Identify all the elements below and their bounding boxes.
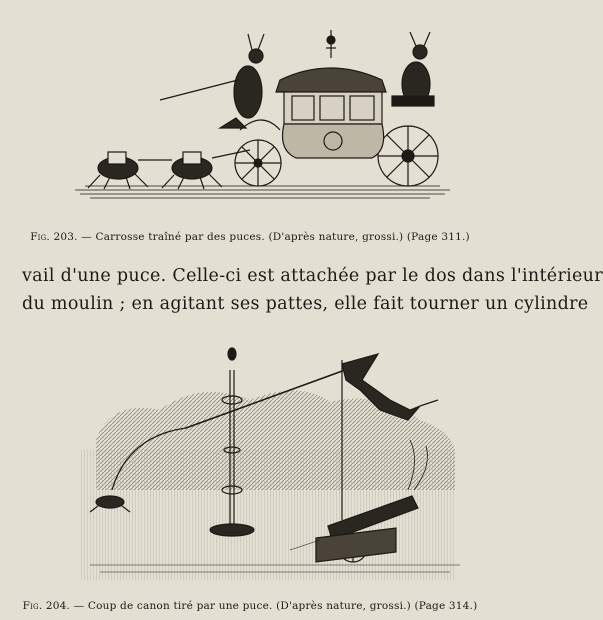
cannon-engraving: [0, 340, 500, 602]
figure-203-label: Fig. 203.: [30, 231, 78, 243]
figure-204-label: Fig. 204.: [22, 600, 71, 612]
body-text-line-1: vail d'une puce. Celle-ci est attachée par le dos dans l'intérieur: [22, 266, 603, 286]
rear-wheel: [378, 126, 438, 186]
figure-cannon-illustration: [0, 340, 500, 602]
figure-203-caption: [0, 231, 500, 243]
ground-hatching: [75, 186, 450, 198]
figure-203-caption-text: — Carrosse traîné par des puces. (D'après nature, grossi.) (Page 311.): [81, 231, 470, 243]
front-wheel: [235, 140, 281, 186]
carriage-engraving: [0, 0, 500, 225]
coachman-flea: [160, 34, 264, 128]
flea-1: [88, 152, 148, 189]
figure-carriage-illustration: [0, 0, 500, 225]
figure-204-caption-text: — Coup de canon tiré par une puce. (D'après nature, grossi.) (Page 314.): [73, 600, 478, 612]
footman-flea: [392, 32, 434, 106]
body-text-line-2: du moulin ; en agitant ses pattes, elle fait tourner un cylindre: [22, 294, 589, 314]
figure-204-caption: [0, 600, 500, 612]
